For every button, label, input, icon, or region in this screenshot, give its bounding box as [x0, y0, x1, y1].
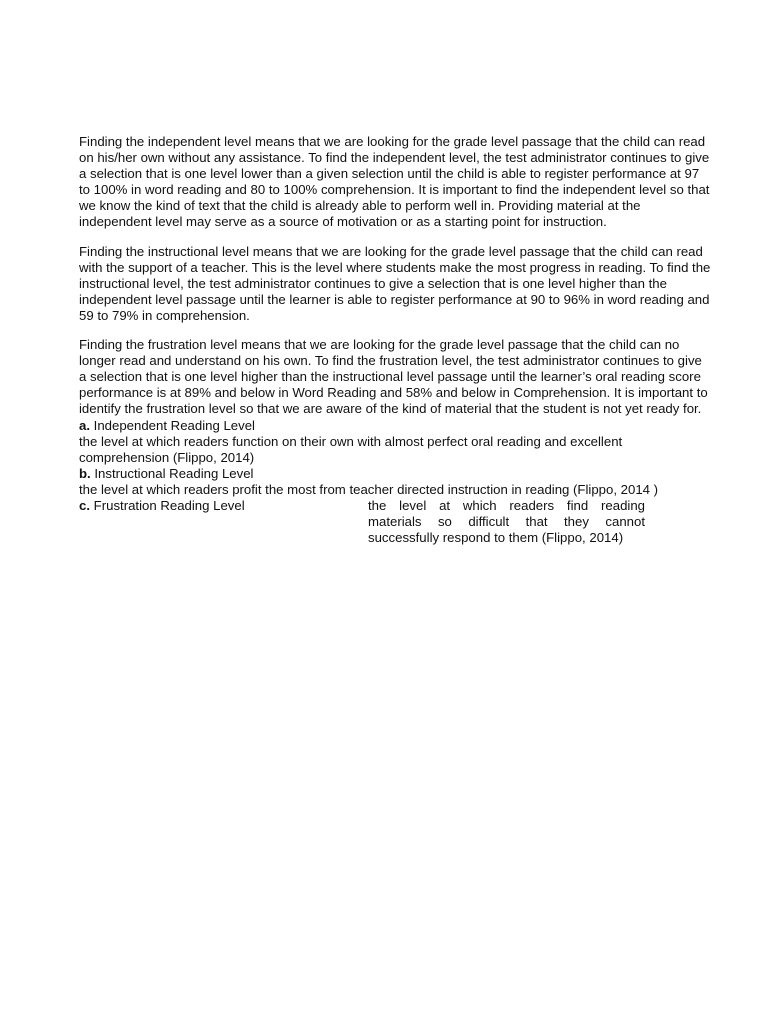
definition-term-instructional — [79, 466, 711, 482]
definition-independent — [79, 418, 711, 466]
definition-letter-a: a. — [79, 417, 90, 433]
definition-instructional — [79, 466, 711, 498]
paragraph-instructional-level: Finding the instructional level means that we are looking for the grade level passage that the child can read with the support of a teacher. This is the level where students make the most progress in reading. To find the instructional level, the test administrator continues to give a selection that is one level higher than the independent level passage until the learner is able to register performance at 90 to 96% in word reading and 59 to 79% in comprehension. — [79, 243, 711, 323]
definition-term-independent — [79, 418, 711, 434]
paragraph-independent-level: Finding the independent level means that we are looking for the grade level passage that the child can read on his/her own without any assistance. To find the independent level, the test administrator continues to give a selection that is one level lower than a given selection until the child is able to register performance at 97 to 100% in word reading and 80 to 100% comprehension. It is important to find the independent level so that we know the kind of text that the child is already able to perform well in. Providing material at the independent level may serve as a source of motivation or as a starting point for instruction. — [79, 134, 710, 230]
definition-letter-b: b. — [79, 465, 91, 481]
definition-term-frustration — [79, 498, 368, 546]
definition-frustration — [79, 498, 711, 546]
definition-description-frustration: the level at which readers find reading materials so difficult that they cannot successfully respond to them (Flippo, 2014) — [368, 497, 645, 546]
definition-label-instructional: Instructional Reading Level — [90, 465, 254, 481]
definition-letter-c: c. — [79, 497, 90, 513]
definition-label-frustration: Frustration Reading Level — [90, 497, 245, 513]
paragraph-frustration-level: Finding the frustration level means that we are looking for the grade level passage that the child can no longer read and understand on his own. To find the frustration level, the test administrator continues to give a selection that is one level higher than the instructional level passage until the learner’s oral reading score performance is at 89% and below in Word Reading and 58% and below in Comprehension. It is important to identify the frustration level so that we are aware of the kind of material that the student is not yet ready for. — [79, 337, 708, 417]
definition-label-independent: Independent Reading Level — [90, 417, 255, 433]
definition-description-independent: the level at which readers function on their own with almost perfect oral reading and excellent comprehension (Flippo, 2014) — [79, 433, 623, 465]
definition-description-instructional: the level at which readers profit the most from teacher directed instruction in reading (Flippo, 2014 ) — [79, 481, 659, 497]
document-page — [79, 134, 711, 546]
